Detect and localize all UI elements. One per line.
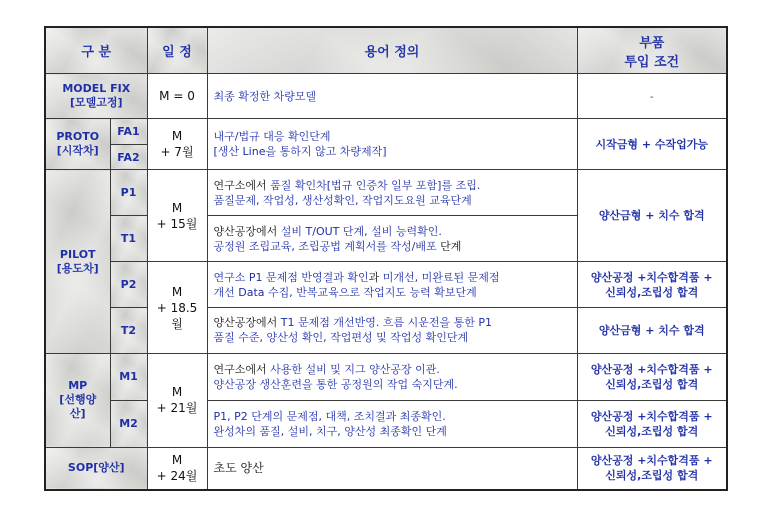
definition-sop: 초도 양산 xyxy=(207,447,577,490)
definition-m1 xyxy=(207,353,577,400)
schedule-proto-line2: + 7월 xyxy=(160,145,194,160)
stage-proto xyxy=(45,119,110,170)
definition-t1-line2 xyxy=(214,239,571,254)
schedule-pilot-group1-line1: M xyxy=(171,200,183,215)
condition-proto: 시작금형 + 수작업가능 xyxy=(577,119,727,170)
definition-p1-line2: 품질문제, 작업성, 생산성확인, 작업지도요원 교육단계 xyxy=(213,193,472,207)
condition-t2: 양산금형 + 치수 합격 xyxy=(577,308,727,354)
stage-pilot-line2: [용도차] xyxy=(56,261,99,275)
row-proto-fa1 xyxy=(45,119,727,145)
definition-t1-particle: 에서 xyxy=(256,224,281,238)
definition-t2-subject: 양산공장 xyxy=(213,316,257,330)
stage-proto-line2: [시작차] xyxy=(56,144,99,158)
condition-m1-line1: 양산공정 +치수합격품 + xyxy=(590,362,713,376)
definition-p1 xyxy=(207,170,577,216)
substage-t2: T2 xyxy=(110,308,147,354)
definition-p2-line1 xyxy=(214,270,571,285)
definition-p2 xyxy=(207,262,577,308)
substage-fa1: FA1 xyxy=(110,119,147,145)
definition-p1-text: 품질 확인차[법규 인증차 일부 포함]를 조립. xyxy=(270,178,481,192)
schedule-mp-line2: + 21월 xyxy=(156,401,198,416)
definition-t2-line2: 품질 수준, 양산성 확인, 작업편성 및 작업성 확인단계 xyxy=(213,331,469,345)
definition-t2-line1 xyxy=(214,315,571,330)
stage-mp-line2: [선행양산] xyxy=(59,393,97,421)
condition-m2-line1: 양산공정 +치수합격품 + xyxy=(590,409,713,423)
definition-p2-line2: 개선 Data 수집, 반복교육으로 작업지도 능력 확보단계 xyxy=(213,285,477,299)
definition-model-fix: 최종 확정한 차량모델 xyxy=(207,74,577,119)
condition-sop-line2: 신뢰성,조립성 합격 xyxy=(605,469,699,483)
header-schedule: 일 정 xyxy=(147,27,207,74)
stage-model-fix xyxy=(45,74,147,119)
substage-t1: T1 xyxy=(110,216,147,262)
header-row xyxy=(45,27,727,74)
condition-m1-line2: 신뢰성,조립성 합격 xyxy=(605,377,699,391)
header-condition xyxy=(577,27,727,74)
condition-pilot-group1: 양산금형 + 치수 합격 xyxy=(577,170,727,262)
condition-m2 xyxy=(577,400,727,447)
row-pilot-p2 xyxy=(45,262,727,308)
header-definition: 용어 정의 xyxy=(207,27,577,74)
definition-p1-line1 xyxy=(214,178,571,193)
definition-t2-particle: 에서 xyxy=(256,316,281,330)
stage-model-fix-line2: [모델고정] xyxy=(69,96,123,110)
definition-t1-subject: 양산공장 xyxy=(213,224,257,238)
substage-p1: P1 xyxy=(110,170,147,216)
definition-t1-line2-text: 공정원 조립교육, 조립공법 계획서를 작성/배포 xyxy=(213,239,441,253)
condition-model-fix: - xyxy=(577,74,727,119)
stage-mp xyxy=(45,353,110,447)
schedule-pilot-group1-line2: + 15월 xyxy=(156,216,198,231)
condition-sop-line1: 양산공정 +치수합격품 + xyxy=(590,454,713,468)
definition-m1-line1 xyxy=(214,362,571,377)
schedule-proto-line1: M xyxy=(171,129,183,144)
schedule-proto xyxy=(147,119,207,170)
definition-m2-line1: P1, P2 단계의 문제점, 대책, 조치결과 최종확인. xyxy=(213,409,446,423)
definition-proto-line1: 내구/법규 대응 확인단계 xyxy=(213,130,331,144)
definition-m2 xyxy=(207,400,577,447)
stage-mp-line1: MP xyxy=(68,379,88,393)
stage-pilot-line1: PILOT xyxy=(59,247,96,261)
stage-sop: SOP[양산] xyxy=(45,447,147,490)
header-condition-line2: 투입 조건 xyxy=(624,54,680,70)
definition-t1-line1 xyxy=(214,224,571,239)
definition-p1-particle: 에서 xyxy=(245,178,271,192)
definition-m1-particle: 에서 xyxy=(245,362,271,376)
row-model-fix xyxy=(45,74,727,119)
condition-m1 xyxy=(577,353,727,400)
definition-m1-text: 사용한 설비 및 지그 양산공장 이관. xyxy=(270,362,440,376)
row-pilot-p1 xyxy=(45,170,727,216)
schedule-mp xyxy=(147,353,207,447)
row-sop xyxy=(45,447,727,490)
condition-sop xyxy=(577,447,727,490)
definition-p2-text-a: 연구소 P1 문제점 반영결과 확인 xyxy=(213,270,369,284)
schedule-pilot-group1 xyxy=(147,170,207,262)
development-stage-table xyxy=(44,26,728,491)
stage-model-fix-line1: MODEL FIX xyxy=(62,82,131,96)
condition-p2 xyxy=(577,262,727,308)
definition-t2 xyxy=(207,308,577,354)
definition-t1-text: 설비 T/OUT 단계, 설비 능력확인. xyxy=(280,224,442,238)
substage-fa2: FA2 xyxy=(110,144,147,170)
definition-t1 xyxy=(207,216,577,262)
schedule-pilot-group2 xyxy=(147,262,207,354)
condition-p2-line1: 양산공정 +치수합격품 + xyxy=(590,270,713,284)
header-category: 구 분 xyxy=(45,27,147,74)
substage-p2: P2 xyxy=(110,262,147,308)
definition-proto xyxy=(207,119,577,170)
stage-proto-line1: PROTO xyxy=(56,130,100,144)
definition-p2-text-c: 미개선, 미완료된 문제점 xyxy=(379,270,500,284)
schedule-sop xyxy=(147,447,207,490)
substage-m2: M2 xyxy=(110,400,147,447)
condition-m2-line2: 신뢰성,조립성 합격 xyxy=(605,424,699,438)
definition-t2-text: T1 문제점 개선반영. 흐름 시운전을 통한 P1 xyxy=(280,316,492,330)
substage-m1: M1 xyxy=(110,353,147,400)
definition-proto-line2: [생산 Line을 통하지 않고 차량제작] xyxy=(213,145,387,159)
definition-m1-line2: 양산공장 생산훈련을 통한 공정원의 작업 숙지단계. xyxy=(213,377,458,391)
definition-p1-subject: 연구소 xyxy=(213,178,246,192)
row-mp-m1 xyxy=(45,353,727,400)
schedule-sop-line2: + 24월 xyxy=(156,469,198,484)
schedule-model-fix: M = 0 xyxy=(147,74,207,119)
schedule-pilot-group2-line1: M xyxy=(171,284,183,299)
definition-p2-particle: 과 xyxy=(368,270,380,284)
definition-t1-line2-end: 단계 xyxy=(440,239,462,253)
stage-pilot xyxy=(45,170,110,353)
schedule-sop-line1: M xyxy=(171,453,183,468)
condition-p2-line2: 신뢰성,조립성 합격 xyxy=(605,285,699,299)
schedule-mp-line1: M xyxy=(171,385,183,400)
header-condition-line1: 부품 xyxy=(639,35,665,51)
schedule-pilot-group2-line2: + 18.5월 xyxy=(156,300,198,331)
definition-m2-line2: 완성차의 품질, 설비, 치구, 양산성 최종확인 단계 xyxy=(213,424,447,438)
definition-m1-subject: 연구소 xyxy=(213,362,246,376)
